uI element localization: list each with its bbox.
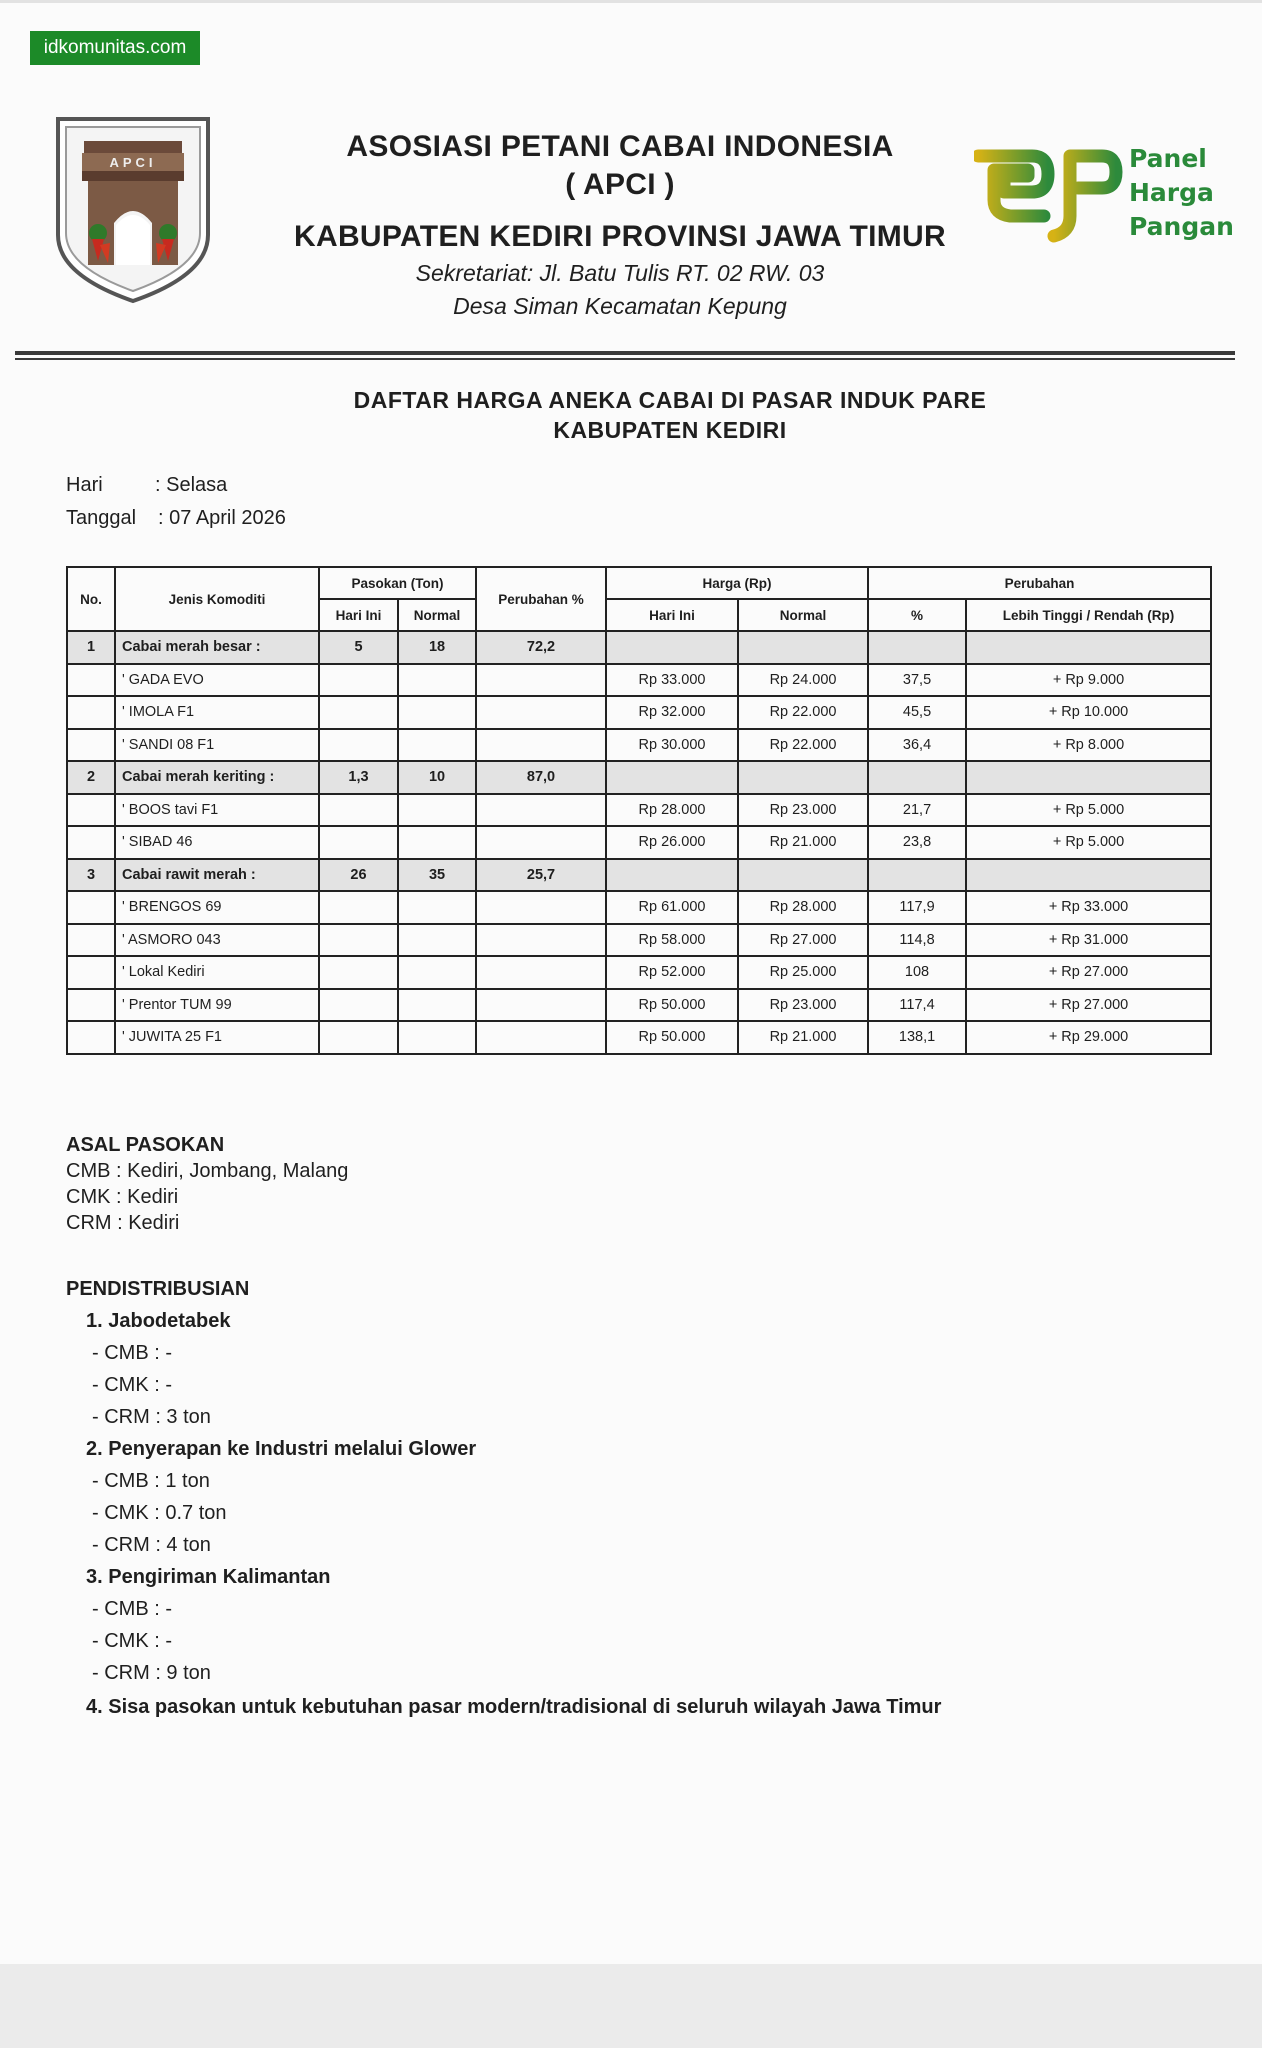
cell-price-today: Rp 52.000	[606, 956, 738, 989]
cell-price-normal: Rp 24.000	[738, 664, 868, 697]
cell-supply-change	[476, 826, 606, 859]
asal-pasokan-item: CRM : Kediri	[66, 1212, 180, 1234]
cell-supply-change: 87,0	[476, 761, 606, 794]
header-komoditi: Jenis Komoditi	[115, 567, 319, 631]
table-row	[67, 956, 1211, 989]
cell-no	[67, 1021, 115, 1054]
cell-supply-normal: 10	[398, 761, 476, 794]
distribution-group-title: 1. Jabodetabek	[86, 1310, 231, 1332]
cell-supply-change	[476, 891, 606, 924]
cell-pct: 36,4	[868, 729, 966, 762]
table-row	[67, 826, 1211, 859]
address-line-1: Sekretariat: Jl. Batu Tulis RT. 02 RW. 03	[415, 260, 825, 286]
table-row	[67, 664, 1211, 697]
cell-supply-normal: 18	[398, 631, 476, 664]
cell-name: ' Prentor TUM 99	[115, 989, 319, 1022]
distribution-item: - CMK : -	[92, 1374, 172, 1396]
distribution-item: - CRM : 9 ton	[92, 1662, 211, 1684]
cell-price-today: Rp 26.000	[606, 826, 738, 859]
header-perubahan-persen: %	[868, 599, 966, 631]
cell-supply-change	[476, 924, 606, 957]
cell-pct: 114,8	[868, 924, 966, 957]
cell-no	[67, 729, 115, 762]
cell-supply-today: 26	[319, 859, 398, 892]
cell-diff: + Rp 27.000	[966, 989, 1211, 1022]
address-line-2: Desa Siman Kecamatan Kepung	[453, 293, 787, 319]
header-no: No.	[67, 567, 115, 631]
document-subtitle: KABUPATEN KEDIRI	[553, 417, 787, 443]
cell-supply-normal	[398, 696, 476, 729]
cell-name: Cabai rawit merah :	[115, 859, 319, 892]
cell-supply-change: 72,2	[476, 631, 606, 664]
cell-price-normal	[738, 859, 868, 892]
org-name: ASOSIASI PETANI CABAI INDONESIA	[346, 130, 894, 163]
date-label: Tanggal	[66, 507, 137, 529]
org-region: KABUPATEN KEDIRI PROVINSI JAWA TIMUR	[294, 220, 946, 253]
cell-no	[67, 989, 115, 1022]
cell-price-normal	[738, 631, 868, 664]
cell-supply-normal	[398, 729, 476, 762]
cell-pct: 117,9	[868, 891, 966, 924]
cell-name: ' JUWITA 25 F1	[115, 1021, 319, 1054]
cell-supply-normal	[398, 794, 476, 827]
logo-word-pangan: Pangan	[1129, 212, 1234, 241]
cell-diff: + Rp 31.000	[966, 924, 1211, 957]
table-row	[67, 729, 1211, 762]
cell-pct: 21,7	[868, 794, 966, 827]
cell-diff: + Rp 33.000	[966, 891, 1211, 924]
cell-price-normal: Rp 22.000	[738, 696, 868, 729]
header-harga-hari-ini: Hari Ini	[606, 599, 738, 631]
cell-diff: + Rp 29.000	[966, 1021, 1211, 1054]
cell-name: ' SIBAD 46	[115, 826, 319, 859]
table-row-category	[67, 859, 1211, 892]
cell-supply-today	[319, 989, 398, 1022]
cell-price-normal: Rp 25.000	[738, 956, 868, 989]
cell-supply-today	[319, 729, 398, 762]
distribution-item: - CMK : 0.7 ton	[92, 1502, 227, 1524]
cell-supply-today	[319, 826, 398, 859]
cell-supply-change	[476, 696, 606, 729]
cell-name: ' Lokal Kediri	[115, 956, 319, 989]
cell-price-today: Rp 50.000	[606, 989, 738, 1022]
cell-price-today: Rp 28.000	[606, 794, 738, 827]
cell-supply-normal	[398, 826, 476, 859]
header-pasokan: Pasokan (Ton)	[319, 567, 476, 599]
header-divider-thick	[15, 351, 1235, 355]
table-row	[67, 696, 1211, 729]
cell-name: ' GADA EVO	[115, 664, 319, 697]
cell-pct: 117,4	[868, 989, 966, 1022]
table-row-category	[67, 761, 1211, 794]
apci-logo	[52, 115, 214, 305]
cell-no	[67, 956, 115, 989]
cell-price-normal	[738, 761, 868, 794]
cell-no	[67, 794, 115, 827]
cell-price-today: Rp 58.000	[606, 924, 738, 957]
distribution-item: - CMB : -	[92, 1598, 172, 1620]
cell-no	[67, 924, 115, 957]
header-harga: Harga (Rp)	[606, 567, 868, 599]
header-perubahan-pct: Perubahan %	[476, 567, 606, 631]
document-title: DAFTAR HARGA ANEKA CABAI DI PASAR INDUK PARE	[353, 387, 987, 413]
cell-price-today	[606, 761, 738, 794]
cell-diff	[966, 761, 1211, 794]
table-row	[67, 891, 1211, 924]
cell-no	[67, 696, 115, 729]
svg-text:APCI: APCI	[109, 155, 157, 170]
cell-diff: + Rp 10.000	[966, 696, 1211, 729]
cell-pct: 23,8	[868, 826, 966, 859]
distribution-group-title: 4. Sisa pasokan untuk kebutuhan pasar modern/tradisional di seluruh wilayah Jawa Timur	[86, 1696, 942, 1718]
price-table	[66, 566, 1212, 1055]
org-abbreviation: ( APCI )	[565, 168, 675, 201]
cell-name: ' SANDI 08 F1	[115, 729, 319, 762]
cell-price-normal: Rp 21.000	[738, 826, 868, 859]
cell-pct	[868, 859, 966, 892]
top-border	[0, 0, 1262, 3]
table-row	[67, 794, 1211, 827]
cell-price-today: Rp 30.000	[606, 729, 738, 762]
watermark-badge[interactable]: idkomunitas.com	[30, 31, 200, 65]
distribution-item: - CMB : -	[92, 1342, 172, 1364]
cell-pct	[868, 761, 966, 794]
cell-price-normal: Rp 27.000	[738, 924, 868, 957]
cell-supply-normal: 35	[398, 859, 476, 892]
cell-name: Cabai merah keriting :	[115, 761, 319, 794]
cell-diff: + Rp 5.000	[966, 794, 1211, 827]
cell-diff: + Rp 8.000	[966, 729, 1211, 762]
cell-pct: 108	[868, 956, 966, 989]
cell-supply-change	[476, 956, 606, 989]
cell-supply-change: 25,7	[476, 859, 606, 892]
table-row-category	[67, 631, 1211, 664]
distribution-group-title: 3. Pengiriman Kalimantan	[86, 1566, 331, 1588]
asal-pasokan-item: CMB : Kediri, Jombang, Malang	[66, 1160, 349, 1182]
cell-price-normal: Rp 22.000	[738, 729, 868, 762]
cell-no	[67, 826, 115, 859]
header-pasokan-hari-ini: Hari Ini	[319, 599, 398, 631]
logo-word-harga: Harga	[1129, 178, 1214, 207]
cell-supply-today	[319, 794, 398, 827]
cell-supply-today	[319, 891, 398, 924]
cell-name: ' BOOS tavi F1	[115, 794, 319, 827]
cell-supply-normal	[398, 956, 476, 989]
table-row	[67, 924, 1211, 957]
cell-supply-normal	[398, 1021, 476, 1054]
cell-pct	[868, 631, 966, 664]
cell-pct: 138,1	[868, 1021, 966, 1054]
cell-supply-today	[319, 956, 398, 989]
cell-supply-today: 1,3	[319, 761, 398, 794]
table-row	[67, 989, 1211, 1022]
distribution-item: - CMB : 1 ton	[92, 1470, 210, 1492]
cell-supply-today	[319, 696, 398, 729]
day-value: : Selasa	[155, 474, 228, 496]
cell-price-normal: Rp 23.000	[738, 989, 868, 1022]
distribution-item: - CRM : 3 ton	[92, 1406, 211, 1428]
distribution-item: - CMK : -	[92, 1630, 172, 1652]
cell-no	[67, 891, 115, 924]
cell-supply-today	[319, 664, 398, 697]
cell-price-today	[606, 859, 738, 892]
cell-supply-change	[476, 794, 606, 827]
cell-price-normal: Rp 28.000	[738, 891, 868, 924]
cell-pct: 45,5	[868, 696, 966, 729]
cell-supply-change	[476, 729, 606, 762]
cell-diff: + Rp 9.000	[966, 664, 1211, 697]
cell-name: ' ASMORO 043	[115, 924, 319, 957]
cell-no: 2	[67, 761, 115, 794]
asal-pasokan-heading: ASAL PASOKAN	[66, 1134, 225, 1156]
cell-supply-normal	[398, 664, 476, 697]
asal-pasokan-item: CMK : Kediri	[66, 1186, 179, 1208]
date-value: : 07 April 2026	[158, 507, 286, 529]
cell-no: 1	[67, 631, 115, 664]
cell-name: ' BRENGOS 69	[115, 891, 319, 924]
header-divider-thin	[15, 358, 1235, 360]
header-perubahan-rp: Lebih Tinggi / Rendah (Rp)	[966, 599, 1211, 631]
header-harga-normal: Normal	[738, 599, 868, 631]
cell-diff	[966, 859, 1211, 892]
cell-supply-change	[476, 1021, 606, 1054]
header-perubahan: Perubahan	[868, 567, 1211, 599]
cell-price-today	[606, 631, 738, 664]
logo-word-panel: Panel	[1129, 144, 1207, 173]
cell-no: 3	[67, 859, 115, 892]
cell-pct: 37,5	[868, 664, 966, 697]
table-row	[67, 1021, 1211, 1054]
header-pasokan-normal: Normal	[398, 599, 476, 631]
cell-name: Cabai merah besar :	[115, 631, 319, 664]
cell-diff	[966, 631, 1211, 664]
cell-supply-today	[319, 924, 398, 957]
distribution-group-title: 2. Penyerapan ke Industri melalui Glower	[86, 1438, 477, 1460]
cell-name: ' IMOLA F1	[115, 696, 319, 729]
cell-price-today: Rp 50.000	[606, 1021, 738, 1054]
cell-price-normal: Rp 21.000	[738, 1021, 868, 1054]
cell-price-today: Rp 32.000	[606, 696, 738, 729]
cell-supply-today	[319, 1021, 398, 1054]
day-label: Hari	[66, 474, 103, 496]
cell-supply-normal	[398, 924, 476, 957]
cell-supply-normal	[398, 891, 476, 924]
table-header-row-1	[67, 567, 1211, 599]
cell-no	[67, 664, 115, 697]
cell-price-normal: Rp 23.000	[738, 794, 868, 827]
cell-diff: + Rp 5.000	[966, 826, 1211, 859]
pendistribusian-heading: PENDISTRIBUSIAN	[66, 1278, 250, 1300]
cell-supply-change	[476, 989, 606, 1022]
cell-price-today: Rp 33.000	[606, 664, 738, 697]
distribution-item: - CRM : 4 ton	[92, 1534, 211, 1556]
cell-supply-normal	[398, 989, 476, 1022]
cell-diff: + Rp 27.000	[966, 956, 1211, 989]
cell-price-today: Rp 61.000	[606, 891, 738, 924]
cell-supply-today: 5	[319, 631, 398, 664]
cell-supply-change	[476, 664, 606, 697]
panel-harga-pangan-logo	[974, 140, 1234, 250]
